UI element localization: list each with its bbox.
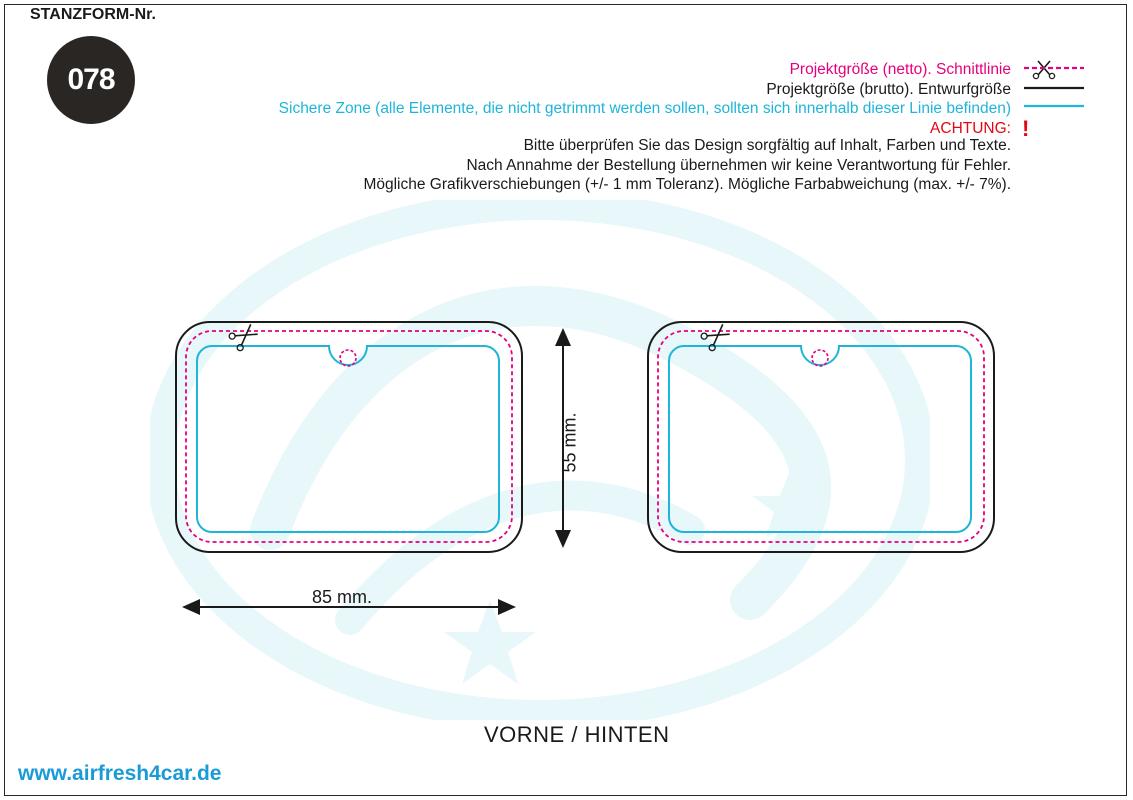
legend-safe-zone: Sichere Zone (alle Elemente, die nicht getrimmt werden sollen, sollten sich innerhalb dieser Linie befinden) (278, 100, 1011, 117)
website-link[interactable]: www.airfresh4car.de (18, 762, 222, 785)
front-back-caption: VORNE / HINTEN (484, 722, 670, 747)
legend-net-cut-line: Projektgröße (netto). Schnittlinie (789, 61, 1011, 78)
note-line-3: Mögliche Grafikverschiebungen (+/- 1 mm Toleranz). Mögliche Farbabweichung (max. +/- 7%). (363, 176, 1011, 193)
back-cut-line (658, 331, 984, 542)
scissors-icon (700, 321, 732, 352)
note-line-2: Nach Annahme der Bestellung übernehmen wir keine Verantwortung für Fehler. (466, 156, 1011, 174)
front-gross-outline (176, 322, 522, 552)
back-safe-zone (669, 346, 971, 532)
exclamation-icon: ! (1022, 116, 1030, 141)
die-cut-title: STANZFORM-Nr. (30, 6, 156, 23)
note-line-1: Bitte überprüfen Sie das Design sorgfältig auf Inhalt, Farben und Texte. (523, 137, 1011, 154)
scissors-icon (228, 321, 260, 352)
legend-attention: ACHTUNG: (930, 119, 1011, 137)
front-card (176, 321, 522, 552)
die-cut-number-badge: 078 (47, 36, 135, 124)
front-safe-zone (197, 346, 499, 532)
back-gross-outline (648, 322, 994, 552)
width-dimension-label: 85 mm. (312, 587, 373, 607)
front-cut-line (186, 331, 512, 542)
height-dimension-label: 55 mm. (559, 412, 580, 473)
back-card (648, 321, 994, 552)
legend-gross-size: Projektgröße (brutto). Entwurfgröße (766, 80, 1011, 98)
